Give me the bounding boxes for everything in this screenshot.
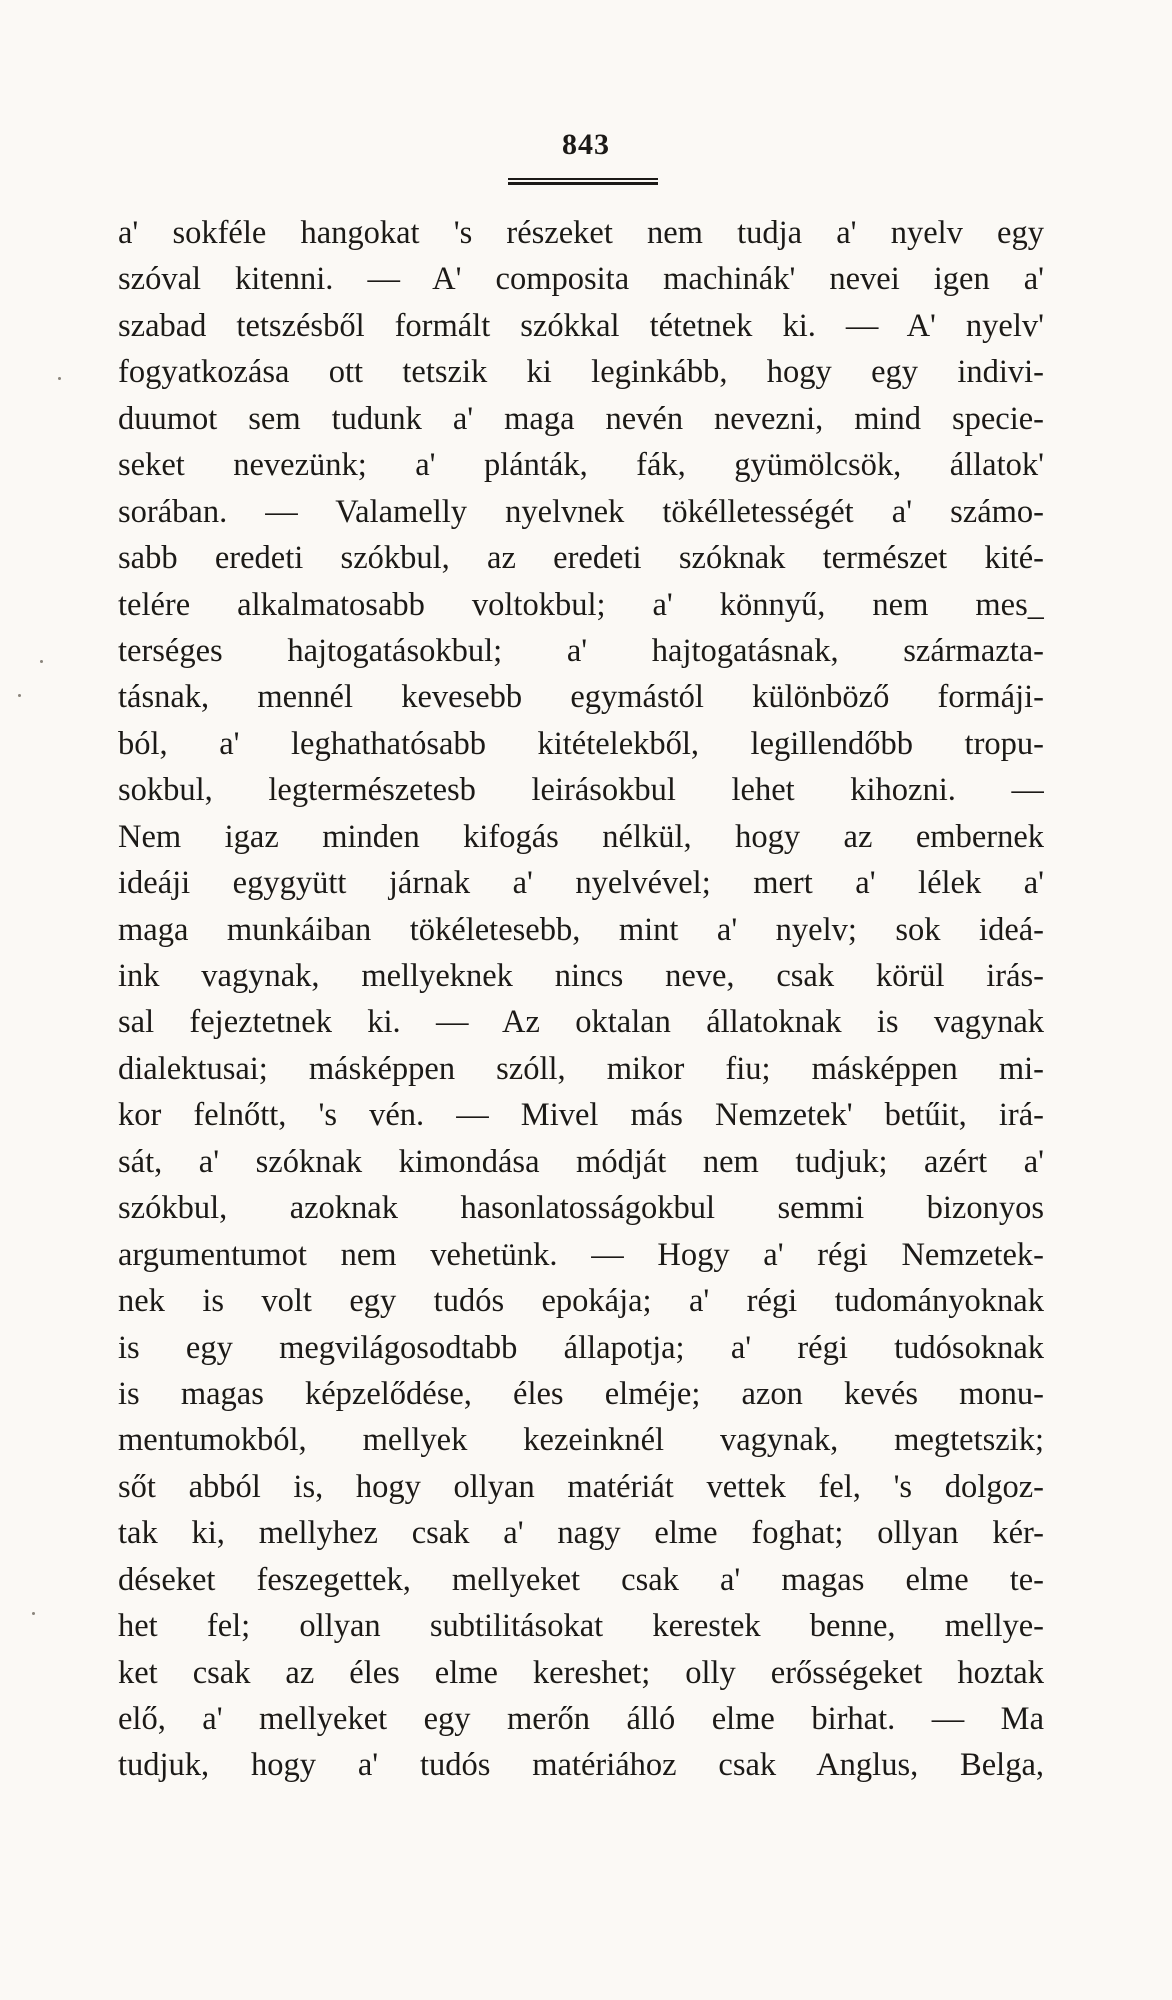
- text-line: sabb eredeti szókbul, az eredeti szóknak természet kité-: [118, 540, 1044, 577]
- body-text: [118, 210, 1044, 1789]
- text-line: a' sokféle hangokat 's részeket nem tudja a' nyelv egy: [118, 215, 1044, 251]
- text-line: szóval kitenni. — A' composita machinák' nevei igen a': [118, 261, 1044, 298]
- text-line: sát, a' szóknak kimondása módját nem tudjuk; azért a': [118, 1143, 1044, 1180]
- text-line: sokbul, legtermészetesb leirásokbul lehet kihozni. —: [118, 772, 1044, 809]
- text-line: nek is volt egy tudós epokája; a' régi tudományoknak: [118, 1283, 1044, 1320]
- text-line: tak ki, mellyhez csak a' nagy elme foghat; ollyan kér-: [118, 1515, 1044, 1552]
- text-line: argumentumot nem vehetünk. — Hogy a' régi Nemzetek-: [118, 1236, 1044, 1273]
- text-line: mentumokból, mellyek kezeinknél vagynak, megtetszik;: [118, 1422, 1044, 1459]
- text-line: sal fejeztetnek ki. — Az oktalan állatoknak is vagynak: [118, 1004, 1044, 1041]
- text-line: elő, a' mellyeket egy merőn álló elme birhat. — Ma: [118, 1701, 1044, 1737]
- text-line: kor felnőtt, 's vén. — Mivel más Nemzetek' betűit, irá-: [118, 1097, 1044, 1134]
- text-line: Nem igaz minden kifogás nélkül, hogy az embernek: [118, 818, 1044, 855]
- text-line: is magas képzelődése, éles elméje; azon kevés monu-: [118, 1375, 1044, 1412]
- text-line: sorában. — Valamelly nyelvnek tökélletességét a' számo-: [118, 493, 1044, 530]
- text-line: ból, a' leghathatósabb kitételekből, legillendőbb tropu-: [118, 725, 1044, 762]
- text-line: déseket feszegettek, mellyeket csak a' magas elme te-: [118, 1561, 1044, 1598]
- header-rule: [508, 178, 658, 185]
- text-line: tudjuk, hogy a' tudós matériához csak Anglus, Belga,: [118, 1747, 1044, 1784]
- text-line: duumot sem tudunk a' maga nevén nevezni, mind specie-: [118, 400, 1044, 437]
- text-line: ideáji egygyütt járnak a' nyelvével; mert a' lélek a': [118, 865, 1044, 902]
- text-line: szókbul, azoknak hasonlatosságokbul semmi bizonyos: [118, 1190, 1044, 1227]
- text-line: sőt abból is, hogy ollyan matériát vettek fel, 's dolgoz-: [118, 1468, 1044, 1505]
- page-number: 843: [562, 128, 610, 161]
- text-line: telére alkalmatosabb voltokbul; a' könnyű, nem mes_: [118, 586, 1044, 623]
- text-line: seket nevezünk; a' plánták, fák, gyümölcsök, állatok': [118, 447, 1044, 484]
- text-line: terséges hajtogatásokbul; a' hajtogatásnak, származta-: [118, 632, 1044, 669]
- text-line: is egy megvilágosodtabb állapotja; a' régi tudósoknak: [118, 1329, 1044, 1366]
- text-line: fogyatkozása ott tetszik ki leginkább, hogy egy indivi-: [118, 354, 1044, 391]
- text-line: ink vagynak, mellyeknek nincs neve, csak körül irás-: [118, 958, 1044, 994]
- text-line: szabad tetszésből formált szókkal tétetnek ki. — A' nyelv': [118, 307, 1044, 344]
- text-line: ket csak az éles elme kereshet; olly erősségeket hoztak: [118, 1654, 1044, 1691]
- text-line: maga munkáiban tökéletesebb, mint a' nyelv; sok ideá-: [118, 911, 1044, 948]
- text-line: tásnak, mennél kevesebb egymástól különböző formáji-: [118, 679, 1044, 716]
- text-line: het fel; ollyan subtilitásokat kerestek benne, mellye-: [118, 1608, 1044, 1645]
- text-line: dialektusai; másképpen szóll, mikor fiu; másképpen mi-: [118, 1050, 1044, 1087]
